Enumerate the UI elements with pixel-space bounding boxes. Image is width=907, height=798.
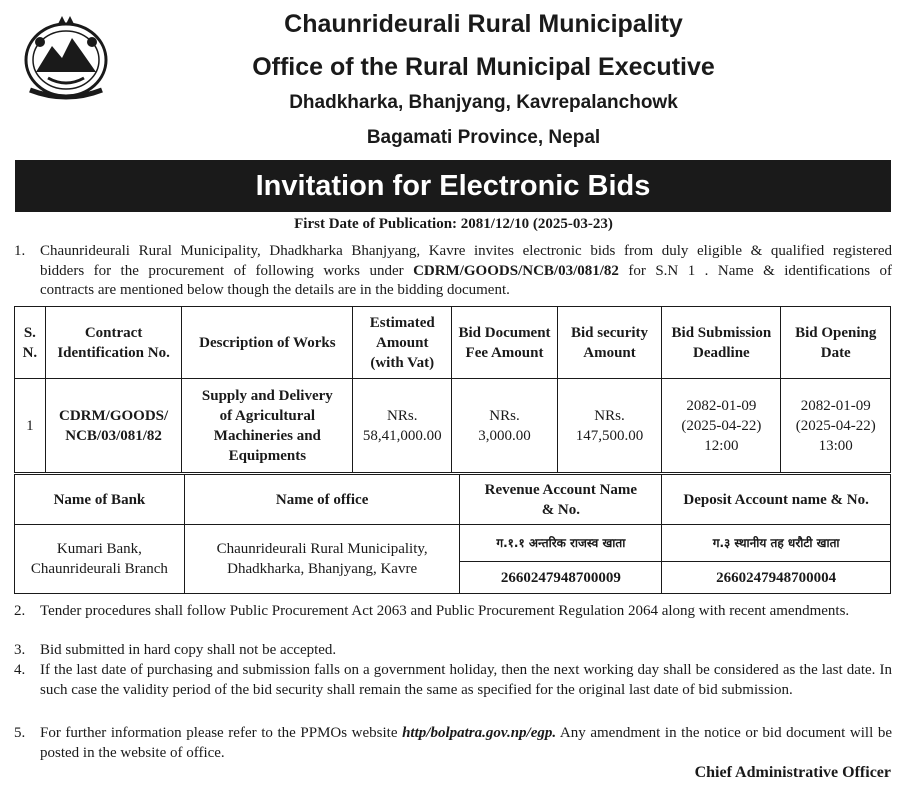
point-2: Tender procedures shall follow Public Procurement Act 2063 and Public Procurement Regulation 2064 along with recent amendments. (40, 603, 850, 619)
table-header: Deposit Account name & No. (662, 475, 891, 525)
point-number: 2. (14, 603, 26, 619)
works-table (14, 306, 891, 473)
office-address: Dhadkharka, Bhanjyang, Kavrepalanchowk (289, 92, 678, 113)
table-cell-contract-id: CDRM/GOODS/ NCB/03/081/82 (45, 379, 182, 473)
point-3: Bid submitted in hard copy shall not be accepted. (40, 642, 337, 658)
ppmo-website-link[interactable]: http/bolpatra.gov.np/egp. (402, 725, 557, 741)
point-4: If the last date of purchasing and submission falls on a government holiday, then the next working day shall be considered as the last date. In such case the validity period of the bid security shall remain the same as specified for the original last date of bid submission. (40, 662, 892, 698)
deposit-account-number: 2660247948700004 (662, 562, 891, 594)
bank-table (14, 474, 891, 594)
table-header: Description of Works (182, 307, 353, 379)
table-cell-deadline: 2082-01-09 (2025-04-22) 12:00 (662, 379, 781, 473)
table-header: Bid security Amount (557, 307, 662, 379)
intro-paragraph (40, 242, 892, 301)
table-header: Name of Bank (15, 475, 185, 525)
revenue-account-name: ग.१.१ अन्तरिक राजस्व खाता (460, 525, 662, 562)
publication-date-value: 2081/12/10 (2025-03-23) (460, 216, 613, 232)
office-name: Office of the Rural Municipal Executive (252, 53, 715, 81)
table-header: Bid Document Fee Amount (452, 307, 558, 379)
table-cell-description: Supply and Delivery of Agricultural Machineries and Equipments (182, 379, 353, 473)
table-cell-doc-fee: NRs. 3,000.00 (452, 379, 558, 473)
publication-date-label: First Date of Publication: (294, 216, 458, 232)
notice-title: Invitation for Electronic Bids (15, 160, 891, 212)
intro-line: Chaunrideurali Rural Municipality, Dhadkharka Bhanjyang, Kavre invites electronic bids from duly eligible & qualified registered (40, 243, 892, 259)
table-header: Name of office (184, 475, 460, 525)
point-number: 3. (14, 642, 26, 658)
province: Bagamati Province, Nepal (366, 127, 601, 148)
table-cell-bank: Kumari Bank, Chaunrideurali Branch (15, 525, 185, 594)
table-cell-sn: 1 (15, 379, 46, 473)
table-header: Estimated Amount (with Vat) (353, 307, 452, 379)
point-number: 1. (14, 243, 26, 259)
table-header: Bid Submission Deadline (662, 307, 781, 379)
table-cell-estimated: NRs. 58,41,000.00 (353, 379, 452, 473)
table-cell-opening: 2082-01-09 (2025-04-22) 13:00 (781, 379, 891, 473)
intro-line: contracts are mentioned below though the details are in the bidding document. (40, 282, 510, 298)
point-number: 5. (14, 725, 26, 741)
point-5: For further information please refer to the PPMOs website http/bolpatra.gov.np/egp. Any amendment in the notice or bid document will be posted in the website of office. (40, 725, 892, 761)
intro-line: bidders for the procurement of following works under CDRM/GOODS/NCB/03/081/82 for S.N 1 . Name & identifications of (40, 262, 893, 279)
table-cell-security: NRs. 147,500.00 (557, 379, 662, 473)
point-number: 4. (14, 662, 26, 678)
municipality-name: Chaunrideurali Rural Municipality (284, 10, 683, 38)
contract-ref: CDRM/GOODS/NCB/03/081/82 (413, 262, 619, 279)
table-header: S. N. (15, 307, 46, 379)
table-header: Contract Identification No. (45, 307, 182, 379)
table-header: Revenue Account Name & No. (460, 475, 662, 525)
table-header: Bid Opening Date (781, 307, 891, 379)
table-cell-office: Chaunrideurali Rural Municipality, Dhadkharka, Bhanjyang, Kavre (184, 525, 460, 594)
revenue-account-number: 2660247948700009 (460, 562, 662, 594)
publication-date (0, 216, 907, 233)
deposit-account-name: ग.३ स्थानीय तह धरौटी खाता (662, 525, 891, 562)
signatory-title: Chief Administrative Officer (694, 764, 891, 781)
